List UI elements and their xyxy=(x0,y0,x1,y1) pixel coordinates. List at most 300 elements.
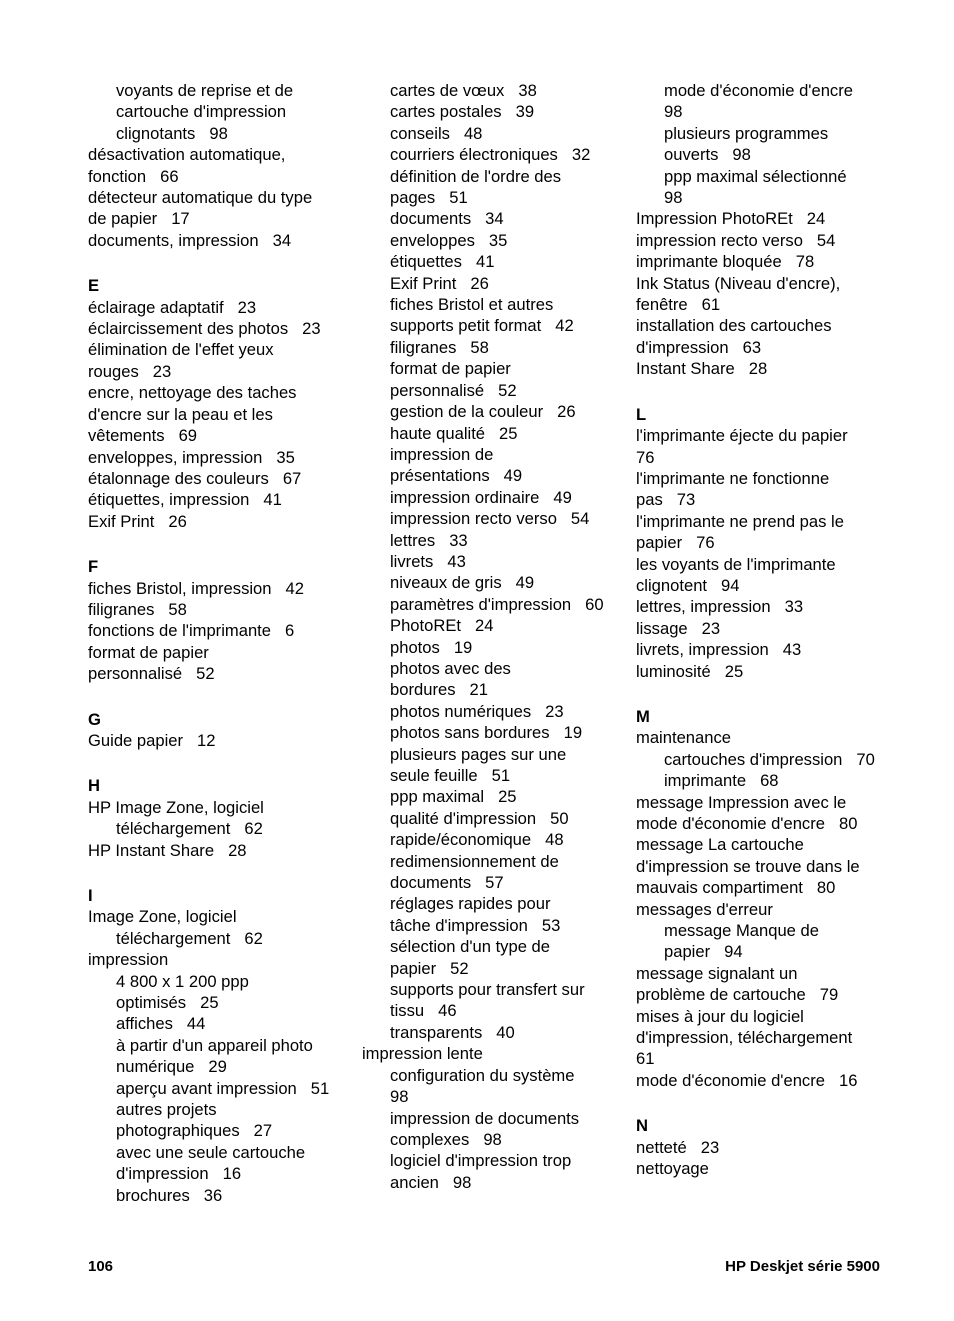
page-reference: 52 xyxy=(498,380,517,400)
page-reference: 57 xyxy=(485,873,504,893)
index-entry xyxy=(636,856,898,877)
page-reference: 23 xyxy=(152,361,172,381)
index-subentry xyxy=(362,765,624,786)
index-entry xyxy=(88,642,350,663)
entry-text: message signalant un xyxy=(636,963,798,983)
index-subentry xyxy=(362,1129,624,1150)
entry-text: lissage xyxy=(636,618,688,638)
entry-text: 4 800 x 1 200 ppp xyxy=(116,971,249,991)
entry-text: HP Image Zone, logiciel xyxy=(88,797,264,817)
entry-text: logiciel d'impression trop xyxy=(390,1151,572,1171)
entry-text: réglages rapides pour xyxy=(390,894,551,914)
index-entry xyxy=(636,618,898,639)
index-subentry xyxy=(362,273,624,294)
index-subentry xyxy=(362,380,624,401)
entry-text: Guide papier xyxy=(88,730,184,750)
index-entry xyxy=(636,273,898,294)
page-reference: 79 xyxy=(819,985,839,1005)
entry-text: tâche d'impression xyxy=(390,915,528,935)
entry-text: personnalisé xyxy=(88,664,183,684)
entry-text: 98 xyxy=(390,1087,409,1107)
index-subentry xyxy=(636,920,898,941)
index-subentry xyxy=(362,679,624,700)
page-reference: 58 xyxy=(470,337,489,357)
index-subentry xyxy=(362,851,624,872)
entry-text: imprimante bloquée xyxy=(636,252,782,272)
index-entry xyxy=(636,208,898,229)
index-subentry xyxy=(362,187,624,208)
section-letter: H xyxy=(88,776,100,796)
entry-text: photos avec des xyxy=(390,658,511,678)
index-subentry xyxy=(362,123,624,144)
index-entry xyxy=(636,532,898,553)
index-entry xyxy=(88,511,350,532)
page-reference: 98 xyxy=(483,1129,502,1149)
entry-text: d'impression xyxy=(636,337,729,357)
entry-text: fonctions de l'imprimante xyxy=(88,621,272,641)
page-reference: 23 xyxy=(701,618,721,638)
index-entry xyxy=(636,899,898,920)
entry-text: impression de documents xyxy=(390,1108,580,1128)
index-entry xyxy=(636,447,898,468)
index-subentry xyxy=(362,465,624,486)
index-subentry xyxy=(362,915,624,936)
entry-text: ancien xyxy=(390,1172,439,1192)
index-subentry xyxy=(88,101,350,122)
index-entry xyxy=(88,578,350,599)
index-entry xyxy=(88,447,350,468)
entry-text: ppp maximal xyxy=(390,787,485,807)
page-reference: 25 xyxy=(200,993,219,1013)
entry-text: rapide/économique xyxy=(390,830,532,850)
entry-text: lettres xyxy=(390,530,436,550)
page-reference: 19 xyxy=(453,637,473,657)
page-reference: 48 xyxy=(463,123,483,143)
entry-text: pages xyxy=(390,188,436,208)
page-reference: 26 xyxy=(470,273,489,293)
index-subentry xyxy=(636,187,898,208)
page-reference: 49 xyxy=(503,466,523,486)
entry-text: étiquettes xyxy=(390,252,462,272)
index-entry xyxy=(88,840,350,861)
page-reference: 44 xyxy=(186,1014,206,1034)
page-reference: 69 xyxy=(178,426,198,446)
index-subentry xyxy=(362,208,624,229)
page-reference: 76 xyxy=(696,533,715,553)
index-subentry xyxy=(362,1108,624,1129)
section-letter: F xyxy=(88,557,99,577)
index-entry xyxy=(88,166,350,187)
index-subentry xyxy=(362,1172,624,1193)
index-entry xyxy=(636,984,898,1005)
index-subentry xyxy=(636,770,898,791)
page-reference: 33 xyxy=(784,597,804,617)
entry-text: installation des cartouches xyxy=(636,316,832,336)
entry-text: personnalisé xyxy=(390,380,485,400)
page-reference: 61 xyxy=(701,295,721,315)
index-subentry xyxy=(362,166,624,187)
entry-text: mode d'économie d'encre xyxy=(636,1070,825,1090)
entry-text: éclaircissement des photos xyxy=(88,319,289,339)
page-reference: 98 xyxy=(732,145,751,165)
entry-text: brochures xyxy=(116,1185,190,1205)
index-subentry xyxy=(88,1078,350,1099)
entry-text: imprimante xyxy=(664,771,747,791)
index-entry xyxy=(636,834,898,855)
entry-text: Image Zone, logiciel xyxy=(88,907,237,927)
entry-text: éclairage adaptatif xyxy=(88,297,224,317)
index-entry xyxy=(88,230,350,251)
index-subentry xyxy=(362,251,624,272)
page-reference: 34 xyxy=(485,209,504,229)
entry-text: impression recto verso xyxy=(636,230,803,250)
entry-text: définition de l'ordre des xyxy=(390,166,562,186)
entry-text: cartouche d'impression xyxy=(116,102,287,122)
index-entry xyxy=(636,1027,898,1048)
index-entry xyxy=(88,144,350,165)
index-subentry xyxy=(362,294,624,315)
index-subentry xyxy=(88,1142,350,1163)
entry-text: optimisés xyxy=(116,993,187,1013)
page-reference: 19 xyxy=(563,723,583,743)
index-entry xyxy=(636,294,898,315)
index-column-1 xyxy=(88,80,350,1206)
entry-text: fenêtre xyxy=(636,295,688,315)
entry-text: nettoyage xyxy=(636,1159,709,1179)
index-entry xyxy=(636,1048,898,1069)
index-entry xyxy=(636,575,898,596)
index-subentry xyxy=(362,401,624,422)
index-entry xyxy=(636,1137,898,1158)
index-entry xyxy=(636,315,898,336)
document-title: HP Deskjet série 5900 xyxy=(725,1258,880,1275)
page-reference: 23 xyxy=(237,297,257,317)
entry-text: livrets, impression xyxy=(636,640,769,660)
page-reference: 50 xyxy=(550,808,569,828)
index-entry xyxy=(636,639,898,660)
page-reference: 46 xyxy=(438,1001,457,1021)
entry-text: fiches Bristol et autres xyxy=(390,295,554,315)
page-reference: 94 xyxy=(721,575,740,595)
page-reference: 66 xyxy=(160,166,179,186)
entry-text: Exif Print xyxy=(390,273,457,293)
entry-text: étiquettes, impression xyxy=(88,490,250,510)
index-subentry xyxy=(636,166,898,187)
index-entry xyxy=(88,404,350,425)
index-entry xyxy=(636,468,898,489)
index-subentry xyxy=(362,979,624,1000)
index-subentry xyxy=(88,1185,350,1206)
index-subentry xyxy=(362,936,624,957)
entry-text: HP Instant Share xyxy=(88,840,215,860)
index-entry xyxy=(636,251,898,272)
index-subentry xyxy=(362,423,624,444)
index-entry xyxy=(636,489,898,510)
index-subentry xyxy=(88,1099,350,1120)
entry-text: 61 xyxy=(636,1049,655,1069)
index-subentry xyxy=(636,80,898,101)
page-reference: 73 xyxy=(676,490,696,510)
page-reference: 53 xyxy=(541,915,561,935)
index-subentry xyxy=(636,941,898,962)
entry-text: paramètres d'impression xyxy=(390,594,572,614)
index-subentry xyxy=(362,744,624,765)
entry-text: téléchargement xyxy=(116,928,231,948)
index-subentry xyxy=(362,1022,624,1043)
entry-text: transparents xyxy=(390,1022,483,1042)
entry-text: encre, nettoyage des taches xyxy=(88,383,297,403)
entry-text: clignotants xyxy=(116,123,196,143)
entry-text: supports petit format xyxy=(390,316,542,336)
index-entry xyxy=(636,230,898,251)
index-subentry xyxy=(362,872,624,893)
entry-text: d'impression se trouve dans le xyxy=(636,856,860,876)
entry-text: mauvais compartiment xyxy=(636,878,803,898)
entry-text: photographiques xyxy=(116,1121,240,1141)
page-reference: 25 xyxy=(724,661,744,681)
index-entry xyxy=(88,297,350,318)
entry-text: affiches xyxy=(116,1014,173,1034)
entry-text: vêtements xyxy=(88,426,165,446)
entry-text: problème de cartouche xyxy=(636,985,806,1005)
index-entry xyxy=(636,1070,898,1091)
page-number: 106 xyxy=(88,1258,114,1275)
entry-text: enveloppes, impression xyxy=(88,447,263,467)
entry-text: niveaux de gris xyxy=(390,573,502,593)
index-subentry xyxy=(88,928,350,949)
entry-text: photos numériques xyxy=(390,701,532,721)
index-entry xyxy=(88,361,350,382)
entry-text: format de papier xyxy=(88,642,209,662)
page-reference: 54 xyxy=(816,230,836,250)
page-reference: 25 xyxy=(498,787,517,807)
page-reference: 58 xyxy=(168,599,187,619)
entry-text: Exif Print xyxy=(88,511,155,531)
entry-text: photos xyxy=(390,637,440,657)
entry-text: numérique xyxy=(116,1057,195,1077)
index-subentry xyxy=(88,1035,350,1056)
entry-text: livrets xyxy=(390,551,434,571)
page-reference: 62 xyxy=(244,819,263,839)
page-reference: 24 xyxy=(806,209,826,229)
entry-text: impression de xyxy=(390,444,494,464)
index-subentry xyxy=(88,992,350,1013)
index-column-2 xyxy=(362,80,624,1193)
index-subentry xyxy=(362,701,624,722)
index-column-3 xyxy=(636,80,898,1180)
index-subentry xyxy=(362,615,624,636)
index-subentry xyxy=(362,572,624,593)
index-entry xyxy=(88,949,350,970)
page-reference: 52 xyxy=(196,664,215,684)
index-subentry xyxy=(362,786,624,807)
index-entry xyxy=(88,797,350,818)
page-reference: 6 xyxy=(285,621,295,641)
entry-text: papier xyxy=(664,942,711,962)
index-entry xyxy=(88,599,350,620)
page-reference: 40 xyxy=(496,1022,515,1042)
page-reference: 60 xyxy=(585,594,604,614)
entry-text: fonction xyxy=(88,166,147,186)
index-subentry xyxy=(88,1120,350,1141)
index-entry xyxy=(88,382,350,403)
entry-text: seule feuille xyxy=(390,766,478,785)
page-reference: 39 xyxy=(515,102,535,122)
page-reference: 54 xyxy=(570,509,590,529)
index-entry xyxy=(362,1043,624,1064)
index-subentry xyxy=(362,594,624,615)
index-subentry xyxy=(636,101,898,122)
index-entry xyxy=(88,208,350,229)
section-letter: E xyxy=(88,276,100,296)
entry-text: netteté xyxy=(636,1137,687,1157)
index-subentry xyxy=(88,123,350,144)
index-entry xyxy=(88,906,350,927)
section-letter: M xyxy=(636,706,650,726)
index-subentry xyxy=(362,808,624,829)
index-subentry xyxy=(88,1056,350,1077)
entry-text: PhotoREt xyxy=(390,616,462,636)
index-subentry xyxy=(362,487,624,508)
entry-text: impression xyxy=(88,950,169,970)
index-subentry xyxy=(362,508,624,529)
index-subentry xyxy=(362,315,624,336)
page-reference: 12 xyxy=(197,730,216,750)
index-subentry xyxy=(362,1000,624,1021)
index-entry xyxy=(636,792,898,813)
index-subentry xyxy=(362,658,624,679)
entry-text: impression recto verso xyxy=(390,509,557,529)
section-letter: I xyxy=(88,886,93,905)
page-reference: 36 xyxy=(203,1185,223,1205)
entry-text: documents xyxy=(390,873,472,893)
page-reference: 29 xyxy=(208,1057,227,1077)
entry-text: rouges xyxy=(88,361,139,381)
page-reference: 78 xyxy=(795,252,815,272)
entry-text: documents, impression xyxy=(88,230,259,250)
entry-text: mises à jour du logiciel xyxy=(636,1006,804,1026)
entry-text: conseils xyxy=(390,123,450,143)
entry-text: l'imprimante éjecte du papier xyxy=(636,426,848,446)
page-reference: 52 xyxy=(450,958,469,978)
entry-text: cartes postales xyxy=(390,102,502,122)
entry-text: ouverts xyxy=(664,145,719,165)
page-reference: 98 xyxy=(209,123,228,143)
index-subentry xyxy=(362,1150,624,1171)
entry-text: filigranes xyxy=(390,337,457,357)
index-subentry xyxy=(362,829,624,850)
index-subentry xyxy=(362,1065,624,1086)
entry-text: 98 xyxy=(664,188,683,208)
page-reference: 21 xyxy=(469,680,488,700)
index-subentry xyxy=(88,818,350,839)
index-entry xyxy=(636,661,898,682)
page-reference: 51 xyxy=(310,1078,330,1098)
page-reference: 23 xyxy=(700,1137,720,1157)
entry-text: voyants de reprise et de xyxy=(116,81,294,100)
entry-text: à partir d'un appareil photo xyxy=(116,1035,313,1055)
entry-text: autres projets xyxy=(116,1100,217,1120)
entry-text: plusieurs programmes xyxy=(664,123,829,143)
index-entry xyxy=(636,963,898,984)
index-entry xyxy=(88,663,350,684)
index-subentry xyxy=(362,530,624,551)
page-reference: 42 xyxy=(555,316,574,336)
index-subentry xyxy=(362,637,624,658)
entry-text: courriers électroniques xyxy=(390,145,558,165)
page-reference: 32 xyxy=(571,145,591,165)
index-subentry xyxy=(362,1086,624,1107)
page-reference: 67 xyxy=(282,468,302,488)
entry-text: message La cartouche xyxy=(636,835,804,855)
index-entry xyxy=(636,1006,898,1027)
entry-text: haute qualité xyxy=(390,423,486,443)
page-reference: 25 xyxy=(499,423,518,443)
page-reference: 94 xyxy=(724,942,743,962)
entry-text: lettres, impression xyxy=(636,597,771,617)
entry-text: Impression PhotoREt xyxy=(636,209,793,229)
page-reference: 98 xyxy=(452,1172,472,1192)
page-reference: 16 xyxy=(222,1164,242,1184)
entry-text: tissu xyxy=(390,1001,425,1021)
page-reference: 68 xyxy=(760,771,779,791)
page-reference: 80 xyxy=(816,878,836,898)
entry-text: papier xyxy=(636,533,683,553)
entry-text: avec une seule cartouche xyxy=(116,1142,306,1162)
index-entry xyxy=(88,425,350,446)
index-entry xyxy=(636,877,898,898)
page-reference: 41 xyxy=(263,490,282,510)
page-reference: 23 xyxy=(545,701,564,721)
entry-text: mode d'économie d'encre xyxy=(664,81,853,100)
page-reference: 33 xyxy=(449,530,468,550)
entry-text: mode d'économie d'encre xyxy=(636,814,825,833)
page-reference: 49 xyxy=(515,573,535,593)
page-reference: 51 xyxy=(491,766,511,785)
entry-text: filigranes xyxy=(88,599,155,619)
entry-text: qualité d'impression xyxy=(390,808,537,828)
entry-text: message Manque de xyxy=(664,921,819,941)
index-subentry xyxy=(362,358,624,379)
index-subentry xyxy=(88,80,350,101)
index-subentry xyxy=(362,958,624,979)
page-reference: 48 xyxy=(545,830,564,850)
entry-text: messages d'erreur xyxy=(636,899,773,919)
page-reference: 51 xyxy=(449,188,468,208)
section-letter: N xyxy=(636,1116,648,1136)
entry-text: bordures xyxy=(390,680,456,700)
index-entry xyxy=(88,339,350,360)
entry-text: présentations xyxy=(390,466,490,486)
entry-text: d'encre sur la peau et les xyxy=(88,404,273,424)
entry-text: clignotent xyxy=(636,575,708,595)
entry-text: complexes xyxy=(390,1129,470,1149)
entry-text: plusieurs pages sur une xyxy=(390,744,567,764)
index-entry xyxy=(636,554,898,575)
index-entry xyxy=(88,620,350,641)
entry-text: cartes de vœux xyxy=(390,81,505,100)
page-reference: 35 xyxy=(488,230,508,250)
page-reference: 49 xyxy=(553,487,572,507)
section-letter: G xyxy=(88,709,101,729)
entry-text: papier xyxy=(390,958,437,978)
entry-text: les voyants de l'imprimante xyxy=(636,554,836,574)
entry-text: photos sans bordures xyxy=(390,723,550,743)
page-reference: 35 xyxy=(276,447,295,467)
page-reference: 62 xyxy=(244,928,263,948)
index-subentry xyxy=(362,722,624,743)
index-entry xyxy=(636,596,898,617)
